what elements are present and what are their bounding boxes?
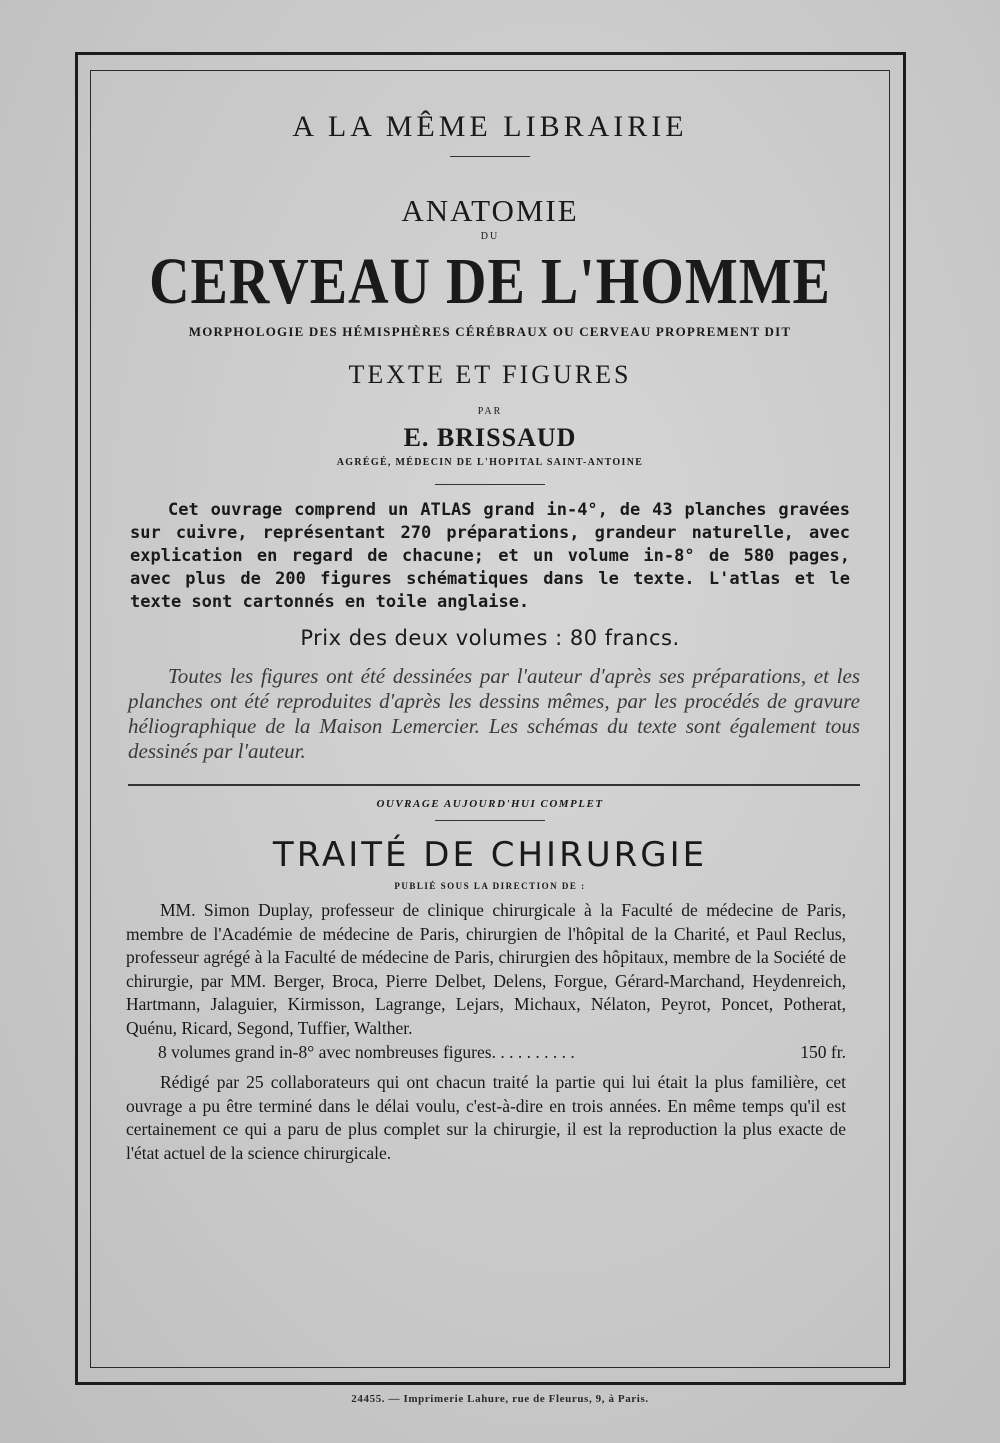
book2-editors: MM. Simon Duplay, professeur de clinique chirurgicale à la Faculté de médecine de Paris, membre de l'Académie de médecine de Paris, chirurgien de l'hôpital de la Charité, et Paul Reclus, professeur agrégé à la Faculté de médecine de Paris, chirurgien des hôpitaux, membre de la Société de chirurgie, par MM. Berger, Broca, Pierre Delbet, Delens, Forgue, Gérard-Marchand, Heydenreich, Hartmann, Jalaguier, Kirmisson, Lagrange, Lejars, Michaux, Nélaton, Peyrot, Poncet, Potherat, Quénu, Ricard, Segond, Tuffier, Walther.	[126, 900, 846, 1038]
printer-imprint: 24455. — Imprimerie Lahure, rue de Fleurus, 9, à Paris.	[351, 1393, 649, 1405]
book2-volumes: 8 volumes grand in-8° avec nombreuses figures. . . . . . . . . .	[158, 1042, 575, 1062]
book2-volumes-price: 150 fr.	[800, 1042, 846, 1062]
book2-volumes-row	[126, 1042, 846, 1063]
book1-author: E. BRISSAUD	[403, 423, 577, 452]
book2-status: OUVRAGE AUJOURD'HUI COMPLET	[376, 798, 604, 810]
book2-summary: Rédigé par 25 collaborateurs qui ont chacun traité la partie qui lui était la plus familière, cet ouvrage a pu être terminé dans le délai voulu, c'est-à-dire en trois années. En même temps qu'il est certainement ce qui a paru de plus complet sur la chirurgie, il est la reproduction la plus exacte de l'état actuel de la science chirurgicale.	[126, 1072, 846, 1163]
divider	[435, 820, 545, 821]
book1-title-du: DU	[480, 231, 500, 242]
section-divider	[128, 784, 860, 786]
book2-direction: PUBLIÉ SOUS LA DIRECTION DE :	[394, 881, 586, 891]
advertisement-content	[120, 110, 860, 1350]
library-heading: A LA MÊME LIBRAIRIE	[292, 110, 688, 143]
book1-subtitle: MORPHOLOGIE DES HÉMISPHÈRES CÉRÉBRAUX OU CERVEAU PROPREMENT DIT	[188, 324, 792, 339]
book1-text-and-figures: TEXTE ET FIGURES	[348, 360, 632, 389]
book1-author-title: AGRÉGÉ, MÉDECIN DE L'HOPITAL SAINT-ANTOINE	[336, 457, 644, 468]
book1-title-line1: ANATOMIE	[401, 193, 579, 228]
book1-by: PAR	[477, 406, 503, 417]
divider	[435, 484, 545, 485]
book1-note: Toutes les figures ont été dessinées par l'auteur d'après ses préparations, et les planches ont été reproduites d'après les dessins mêmes, par les procédés de gravure héliographique de la Maison Lemercier. Les schémas du texte sont également tous dessinés par l'auteur.	[128, 664, 860, 763]
book1-price: Prix des deux volumes : 80 francs.	[300, 626, 680, 650]
book1-main-title: CERVEAU DE L'HOMME	[149, 245, 831, 319]
book2-title: TRAITÉ DE CHIRURGIE	[272, 835, 708, 875]
book1-description: Cet ouvrage comprend un ATLAS grand in-4°, de 43 planches gravées sur cuivre, représentant 270 préparations, grandeur naturelle, avec explication en regard de chacune; et un volume in-8° de 580 pages, avec plus de 200 figures schématiques dans le texte. L'atlas et le texte sont cartonnés en toile anglaise.	[130, 500, 850, 612]
divider	[450, 156, 530, 157]
